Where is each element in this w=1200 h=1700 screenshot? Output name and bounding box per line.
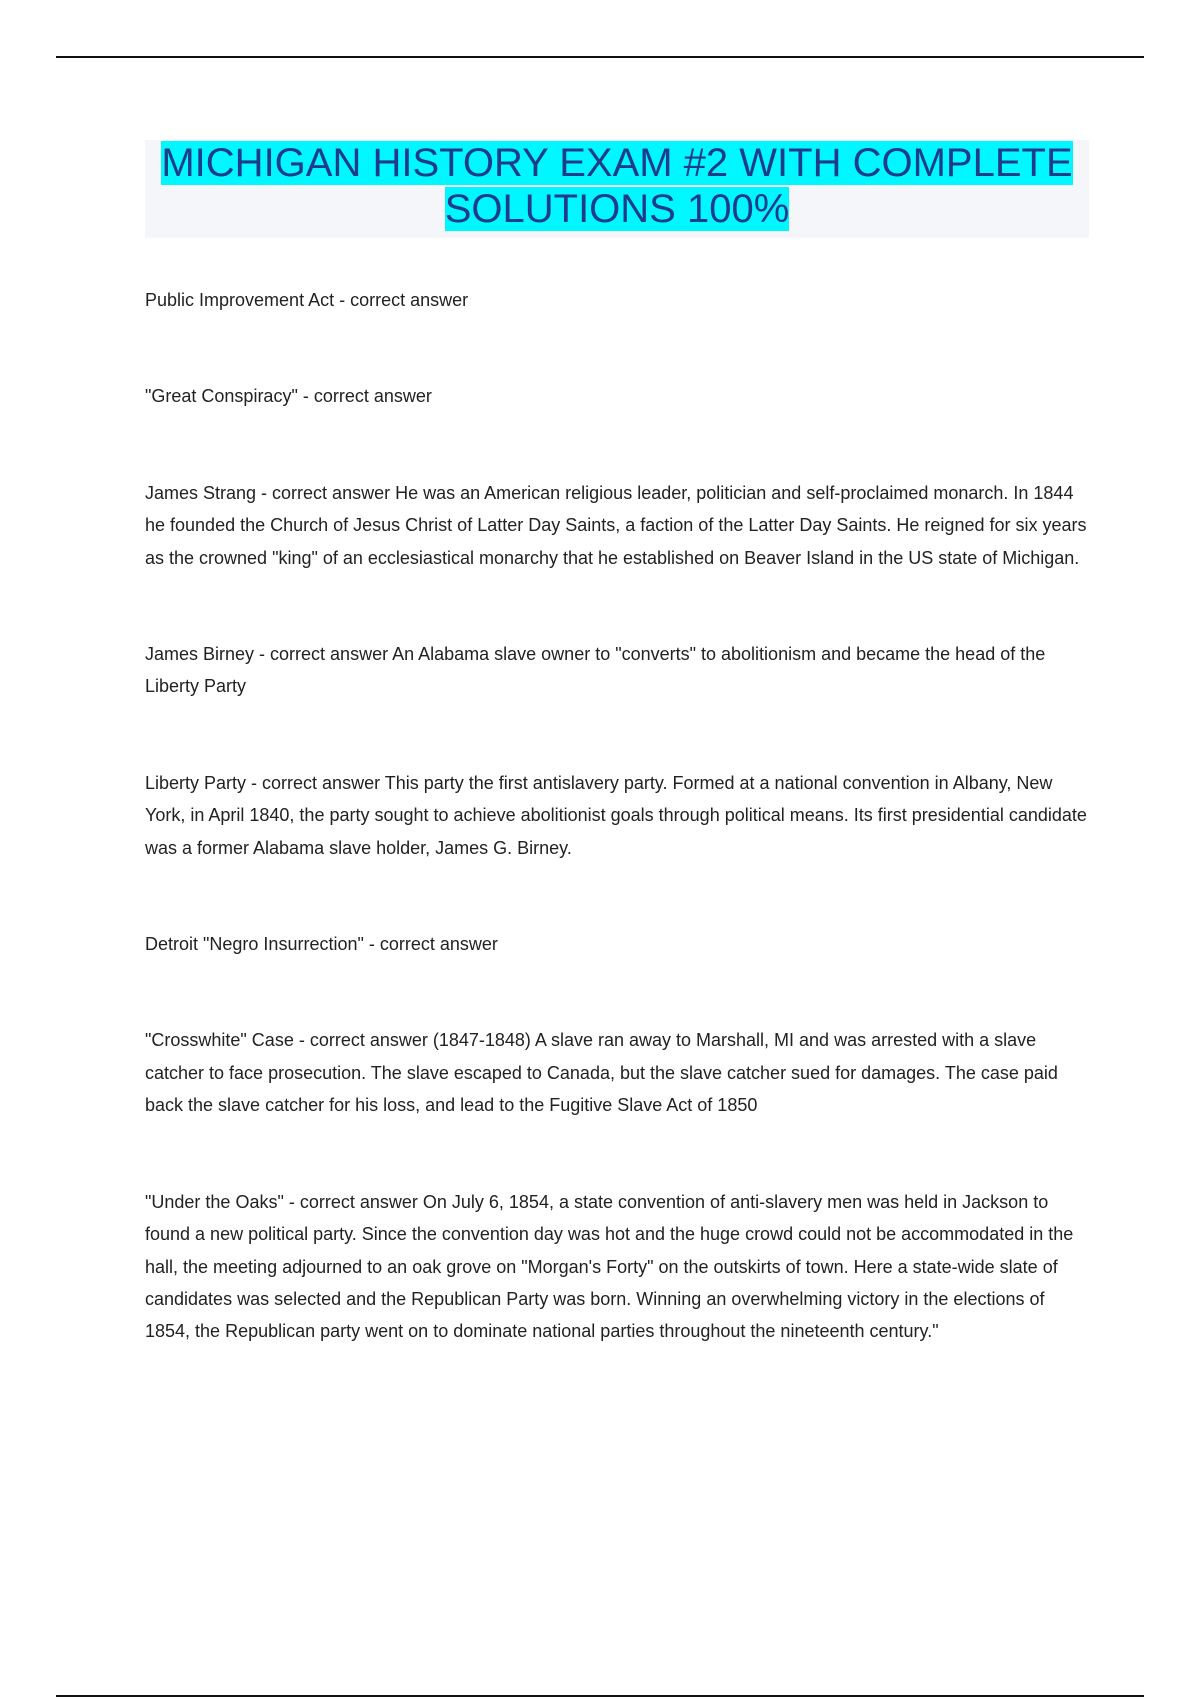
entry-liberty-party: Liberty Party - correct answer This party the first antislavery party. Formed at a national convention in Albany, New York, in April 1840, the party sought to achieve abolitionist goals through political means. Its first presidential candidate was a former Alabama slave holder, James G. Birney.	[145, 772, 1087, 858]
title-line-2: SOLUTIONS 100%	[444, 187, 790, 231]
entry-james-birney: James Birney - correct answer An Alabama slave owner to "converts" to abolitionism and became the head of the Liberty Party	[145, 644, 1046, 697]
entry-great-conspiracy: "Great Conspiracy" - correct answer	[145, 386, 432, 407]
document-body	[145, 284, 1089, 1348]
entry-under-the-oaks: "Under the Oaks" - correct answer On July 6, 1854, a state convention of anti-slavery men was held in Jackson to found a new political party. Since the convention day was hot and the huge crowd could not be accommodated in the hall, the meeting adjourned to an oak grove on "Morgan's Forty" on the outskirts of town. Here a state-wide slate of candidates was selected and the Republican Party was born. Winning an overwhelming victory in the elections of 1854, the Republican party went on to dominate national parties throughout the nineteenth century."	[145, 1191, 1074, 1342]
document-title	[145, 140, 1089, 238]
entry-detroit-negro-insurrection: Detroit "Negro Insurrection" - correct answer	[145, 934, 498, 955]
top-rule	[56, 56, 1144, 58]
entry-public-improvement-act: Public Improvement Act - correct answer	[145, 290, 469, 310]
bottom-rule	[56, 1695, 1144, 1697]
entry-crosswhite-case: "Crosswhite" Case - correct answer (1847-1848) A slave ran away to Marshall, MI and was arrested with a slave catcher to face prosecution. The slave escaped to Canada, but the slave catcher sued for damages. The case paid back the slave catcher for his loss, and lead to the Fugitive Slave Act of 1850	[145, 1030, 1058, 1116]
entry-james-strang: James Strang - correct answer He was an American religious leader, politician and self-proclaimed monarch. In 1844 he founded the Church of Jesus Christ of Latter Day Saints, a faction of the Latter Day Saints. He reigned for six years as the crowned "king" of an ecclesiastical monarchy that he established on Beaver Island in the US state of Michigan.	[145, 482, 1087, 568]
title-line-1: MICHIGAN HISTORY EXAM #2 WITH COMPLETE	[161, 141, 1073, 185]
